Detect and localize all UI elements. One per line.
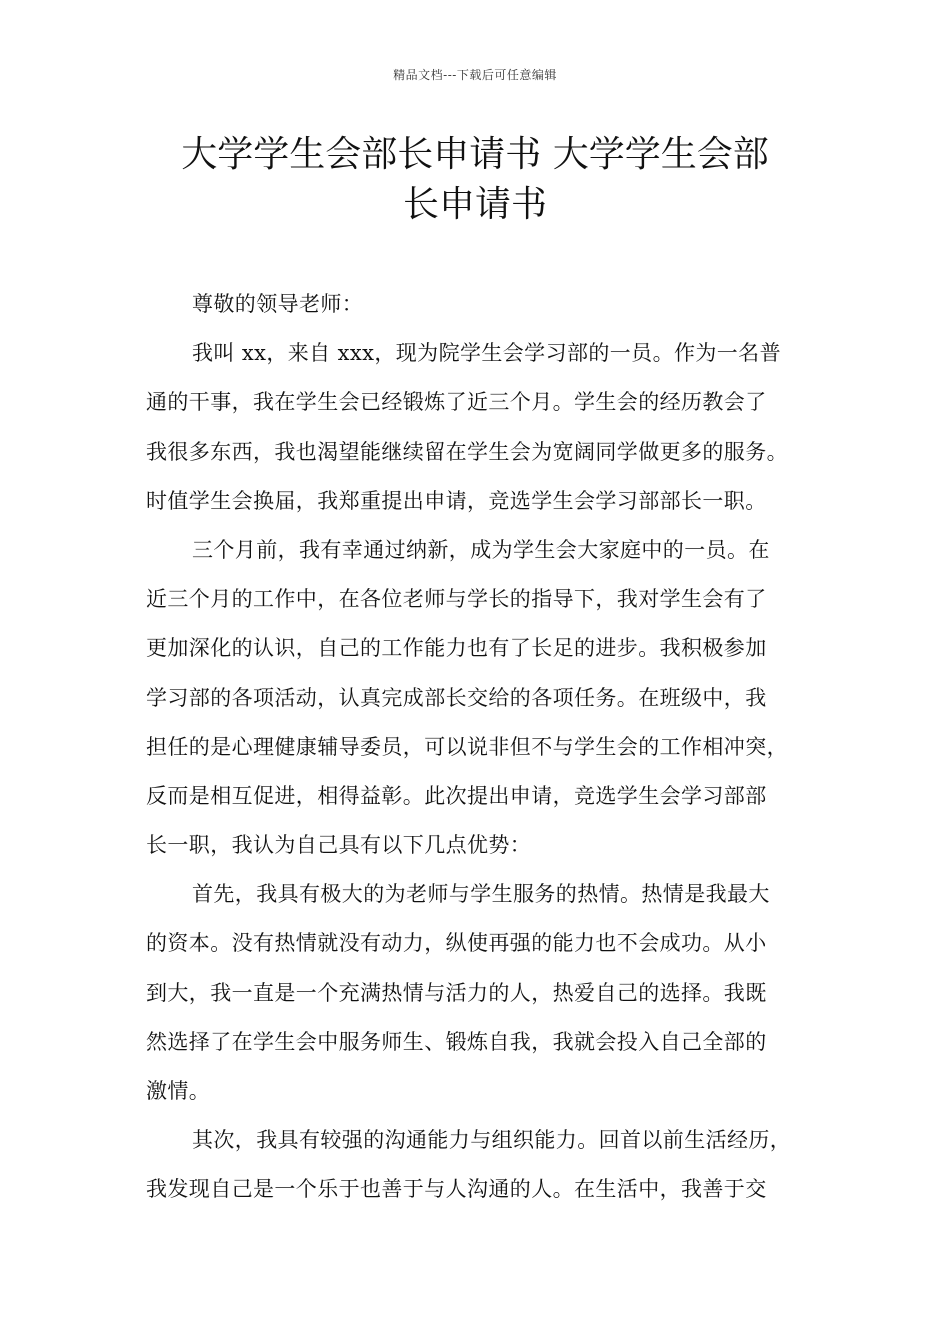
text-line: 我发现自己是一个乐于也善于与人沟通的人。在生活中，我善于交 bbox=[146, 1177, 767, 1202]
text-line: 我叫 xx，来自 xxx，现为院学生会学习部的一员。作为一名普 bbox=[192, 341, 781, 366]
text-line: 然选择了在学生会中服务师生、锻炼自我，我就会投入自己全部的 bbox=[146, 1029, 767, 1054]
text-line: 通的干事，我在学生会已经锻炼了近三个月。学生会的经历教会了 bbox=[146, 390, 767, 415]
text-line: 近三个月的工作中，在各位老师与学长的指导下，我对学生会有了 bbox=[146, 587, 767, 612]
title-line-2: 长申请书 bbox=[402, 184, 547, 225]
text-line: 长一职，我认为自己具有以下几点优势： bbox=[146, 833, 532, 858]
text-line: 学习部的各项活动，认真完成部长交给的各项任务。在班级中，我 bbox=[146, 685, 767, 710]
text-line: 反而是相互促进，相得益彰。此次提出申请，竞选学生会学习部部 bbox=[146, 783, 767, 808]
text-line: 我很多东西，我也渴望能继续留在学生会为宽阔同学做更多的服务。 bbox=[146, 439, 788, 464]
text-line: 尊敬的领导老师： bbox=[192, 292, 364, 316]
text-line: 担任的是心理健康辅导委员，可以说非但不与学生会的工作相冲突， bbox=[146, 734, 788, 759]
text-line: 时值学生会换届，我郑重提出申请，竞选学生会学习部部长一职。 bbox=[146, 488, 767, 513]
text-line: 到大，我一直是一个充满热情与活力的人，热爱自己的选择。我既 bbox=[146, 980, 767, 1005]
text-line: 其次，我具有较强的沟通能力与组织能力。回首以前生活经历， bbox=[192, 1128, 792, 1153]
text-line: 的资本。没有热情就没有动力，纵使再强的能力也不会成功。从小 bbox=[146, 931, 767, 956]
body-text bbox=[146, 280, 826, 1215]
text-line: 更加深化的认识，自己的工作能力也有了长足的进步。我积极参加 bbox=[146, 636, 767, 661]
text-line: 首先，我具有极大的为老师与学生服务的热情。热情是我最大 bbox=[192, 882, 770, 907]
text-line: 三个月前，我有幸通过纳新，成为学生会大家庭中的一员。在 bbox=[192, 537, 770, 562]
document-title bbox=[130, 130, 820, 230]
header-note: 精品文档---下载后可任意编辑 bbox=[393, 68, 557, 82]
title-line-1: 大学学生会部长申请书 大学学生会部 bbox=[181, 134, 769, 175]
text-line: 激情。 bbox=[146, 1079, 211, 1103]
